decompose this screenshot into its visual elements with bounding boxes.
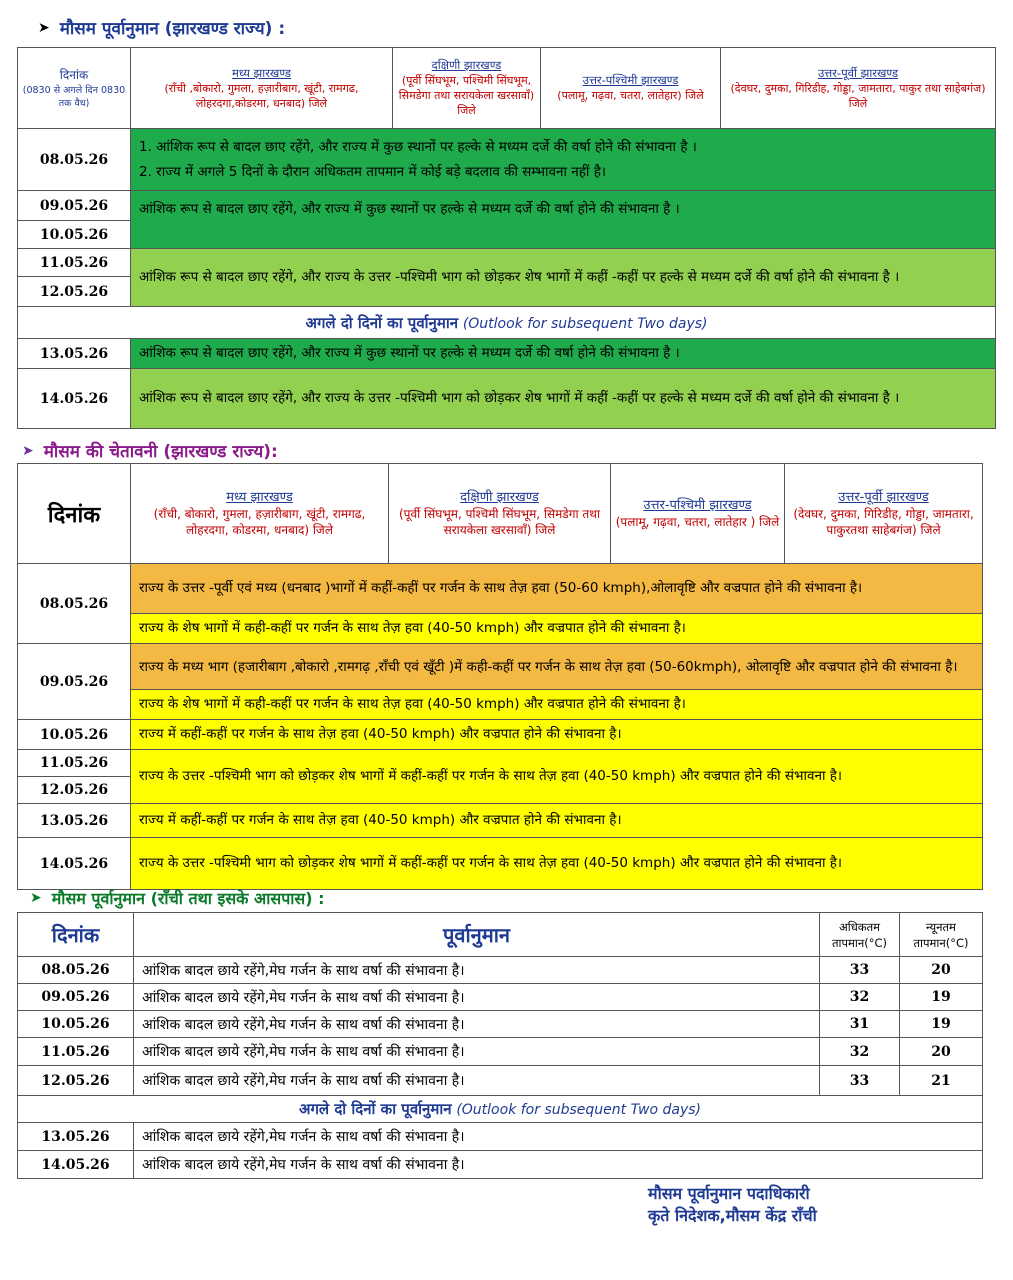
max-temp-cell: 31 — [820, 1011, 900, 1038]
region-title: मध्य झारखण्ड — [226, 489, 293, 505]
region-districts: (पूर्वी सिंघभूम, पश्चिमी सिंघभूम, सिमडेगा तथा सरायकेला खरसावाँ) जिले — [398, 74, 535, 117]
warning-cell: राज्य के मध्य भाग (हजारीबाग ,बोकारो ,रामगढ़ ,राँची एवं खूँटी )में कही-कहीं पर गर्जन के साथ तेज़ हवा (50-60kmph), ओलावृष्टि और वज्रपात होने की संभावना है। — [131, 644, 983, 690]
region-header — [541, 48, 721, 129]
forecast-line: 2. राज्य में अगले 5 दिनों के दौरान अधिकतम तापमान में कोई बड़े बदलाव की सम्भावना नहीं है। — [139, 163, 606, 180]
date-cell: 13.05.26 — [18, 1123, 134, 1151]
section-title: मौसम की चेतावनी (झारखण्ड राज्य): — [43, 442, 278, 462]
region-title: मध्य झारखण्ड — [232, 65, 291, 80]
min-temp-cell: 19 — [900, 984, 983, 1011]
table-row — [18, 249, 996, 277]
region-districts: (राँची ,बोकारो, गुमला, हज़ारीबाग, खूंटी, रामगढ, लोहरदगा,कोडरमा, धनबाद) जिले — [164, 81, 359, 110]
arrow-icon: ➤ — [38, 19, 50, 36]
date-cell: 11.05.26 — [18, 1038, 134, 1066]
region-title: उत्तर-पूर्वी झारखण्ड — [817, 65, 899, 80]
date-header-cell — [18, 48, 131, 129]
signature-line: मौसम पूर्वानुमान पदाधिकारी — [648, 1184, 810, 1203]
date-cell: 12.05.26 — [18, 1066, 134, 1096]
table-row — [18, 838, 983, 890]
signature-line: कृते निदेशक,मौसम केंद्र राँची — [648, 1206, 817, 1225]
min-temp-cell: 20 — [900, 957, 983, 984]
region-header — [131, 464, 389, 564]
date-header: दिनांक — [18, 464, 131, 564]
region-districts: (देवघर, दुमका, गिरिडीह, गोड्डा, जामतारा, पाकुरतथा साहेबगंज) जिले — [793, 506, 974, 537]
region-header — [389, 464, 611, 564]
region-title: उत्तर-पश्चिमी झारखण्ड — [582, 73, 679, 87]
table-row — [18, 564, 983, 614]
outlook-cell — [18, 1096, 983, 1123]
date-cell: 08.05.26 — [18, 957, 134, 984]
forecast-cell — [131, 129, 996, 191]
table-header-row — [18, 464, 983, 564]
region-districts: (पलामू, गढ़वा, चतरा, लातेहार) जिले — [557, 89, 704, 102]
date-cell: 14.05.26 — [18, 838, 131, 890]
section-warning-title — [22, 439, 278, 462]
ranchi-forecast-table — [17, 912, 983, 1179]
outlook-title: अगले दो दिनों का पूर्वानुमान — [305, 313, 459, 332]
table-row — [18, 644, 983, 690]
region-header — [131, 48, 393, 129]
forecast-line: 1. आंशिक रूप से बादल छाए रहेंगे, और राज्य में कुछ स्थानों पर हल्के से मध्यम दर्जे की वर्षा होने की संभावना है । — [139, 138, 697, 155]
section-title: मौसम पूर्वानुमान (राँची तथा इसके आसपास) : — [51, 889, 325, 908]
table-row — [18, 1151, 983, 1179]
table-row — [18, 957, 983, 984]
max-temp-cell: 33 — [820, 1066, 900, 1096]
table-row — [18, 129, 996, 191]
forecast-cell: आंशिक बादल छाये रहेंगे,मेघ गर्जन के साथ वर्षा की संभावना है। — [134, 1038, 820, 1066]
region-title: उत्तर-पश्चिमी झारखण्ड — [643, 497, 752, 513]
region-title: दक्षिणी झारखण्ड — [460, 489, 539, 505]
date-cell: 09.05.26 — [18, 984, 134, 1011]
table-row — [18, 614, 983, 644]
min-temp-cell: 21 — [900, 1066, 983, 1096]
warning-cell: राज्य के शेष भागों में कही-कहीं पर गर्जन के साथ तेज़ हवा (40-50 kmph) और वज्रपात होने की संभावना है। — [131, 614, 983, 644]
date-cell: 10.05.26 — [18, 1011, 134, 1038]
outlook-row — [18, 307, 996, 339]
forecast-cell: आंशिक बादल छाये रहेंगे,मेघ गर्जन के साथ वर्षा की संभावना है। — [134, 1066, 820, 1096]
warning-cell: राज्य के शेष भागों में कही-कहीं पर गर्जन के साथ तेज़ हवा (40-50 kmph) और वज्रपात होने की संभावना है। — [131, 690, 983, 720]
table-row — [18, 1123, 983, 1151]
region-districts: (पलामू, गढ़वा, चतरा, लातेहार ) जिले — [615, 514, 780, 529]
table-row — [18, 191, 996, 221]
section-ranchi-title — [30, 887, 325, 909]
forecast-cell: आंशिक बादल छाये रहेंगे,मेघ गर्जन के साथ वर्षा की संभावना है। — [134, 1011, 820, 1038]
arrow-icon: ➤ — [22, 442, 34, 459]
table-row — [18, 984, 983, 1011]
date-cell: 13.05.26 — [18, 804, 131, 838]
date-cell: 11.05.26 — [18, 249, 131, 277]
warning-cell: राज्य में कहीं-कहीं पर गर्जन के साथ तेज़ हवा (40-50 kmph) और वज्रपात होने की संभावना है। — [131, 804, 983, 838]
forecast-cell: आंशिक बादल छाये रहेंगे,मेघ गर्जन के साथ वर्षा की संभावना है। — [134, 957, 820, 984]
region-districts: (राँची, बोकारो, गुमला, हज़ारीबाग, खूंटी, रामगढ, लोहरदगा, कोडरमा, धनबाद) जिले — [153, 506, 366, 537]
region-title: दक्षिणी झारखण्ड — [431, 58, 502, 72]
date-cell: 08.05.26 — [18, 564, 131, 644]
region-header — [721, 48, 996, 129]
date-header: दिनांक — [18, 913, 134, 957]
date-cell: 14.05.26 — [18, 369, 131, 429]
table-row — [18, 690, 983, 720]
table-row — [18, 750, 983, 777]
section-forecast-state-title — [38, 16, 285, 39]
table-row — [18, 339, 996, 369]
region-header — [785, 464, 983, 564]
max-temp-cell: 32 — [820, 1038, 900, 1066]
warning-cell: राज्य के उत्तर -पश्चिमी भाग को छोड़कर शेष भागों में कहीं-कहीं पर गर्जन के साथ तेज़ हवा (40-50 kmph) और वज्रपात होने की संभावना है। — [131, 750, 983, 804]
state-forecast-table — [17, 47, 996, 429]
min-temp-cell: 19 — [900, 1011, 983, 1038]
forecast-cell: आंशिक बादल छाये रहेंगे,मेघ गर्जन के साथ वर्षा की संभावना है। — [134, 1123, 983, 1151]
date-cell: 12.05.26 — [18, 777, 131, 804]
outlook-english: (Outlook for subsequent Two days) — [456, 1102, 701, 1118]
warning-cell: राज्य के उत्तर -पूर्वी एवं मध्य (धनबाद )भागों में कहीं-कहीं पर गर्जन के साथ तेज़ हवा (50-60 kmph),ओलावृष्टि और वज्रपात होने की संभावना है। — [131, 564, 983, 614]
table-row — [18, 1038, 983, 1066]
date-cell: 10.05.26 — [18, 221, 131, 249]
region-districts: (पूर्वी सिंघभूम, पश्चिमी सिंघभूम, सिमडेगा तथा सरायकेला खरसावाँ) जिले — [398, 506, 601, 537]
table-header-row — [18, 48, 996, 129]
outlook-cell — [18, 307, 996, 339]
max-temp-cell: 33 — [820, 957, 900, 984]
table-row — [18, 1011, 983, 1038]
outlook-row — [18, 1096, 983, 1123]
forecast-cell: आंशिक रूप से बादल छाए रहेंगे, और राज्य में कुछ स्थानों पर हल्के से मध्यम दर्जे की वर्षा होने की संभावना है । — [131, 339, 996, 369]
region-header — [611, 464, 785, 564]
validity-note: (0830 से अगले दिन 0830 तक वैध) — [22, 85, 126, 109]
forecast-cell: आंशिक बादल छाये रहेंगे,मेघ गर्जन के साथ वर्षा की संभावना है। — [134, 984, 820, 1011]
table-row — [18, 369, 996, 429]
region-header — [393, 48, 541, 129]
region-title: उत्तर-पूर्वी झारखण्ड — [838, 489, 929, 505]
forecast-cell: आंशिक रूप से बादल छाए रहेंगे, और राज्य के उत्तर -पश्चिमी भाग को छोड़कर शेष भागों में कहीं -कहीं पर हल्के से मध्यम दर्जे की वर्षा होने की संभावना है । — [131, 249, 996, 307]
table-header-row — [18, 913, 983, 957]
min-temp-header: न्यूनतम तापमान(°C) — [900, 913, 983, 957]
warning-cell: राज्य के उत्तर -पश्चिमी भाग को छोड़कर शेष भागों में कहीं-कहीं पर गर्जन के साथ तेज़ हवा (40-50 kmph) और वज्रपात होने की संभावना है। — [131, 838, 983, 890]
arrow-icon: ➤ — [30, 890, 42, 906]
date-header: दिनांक — [59, 68, 89, 82]
date-cell: 11.05.26 — [18, 750, 131, 777]
date-cell: 09.05.26 — [18, 191, 131, 221]
forecast-cell: आंशिक बादल छाये रहेंगे,मेघ गर्जन के साथ वर्षा की संभावना है। — [134, 1151, 983, 1179]
signature-block — [648, 1183, 817, 1227]
date-cell: 14.05.26 — [18, 1151, 134, 1179]
min-temp-cell: 20 — [900, 1038, 983, 1066]
forecast-cell: आंशिक रूप से बादल छाए रहेंगे, और राज्य के उत्तर -पश्चिमी भाग को छोड़कर शेष भागों में कहीं -कहीं पर हल्के से मध्यम दर्जे की वर्षा होने की संभावना है । — [131, 369, 996, 429]
section-title: मौसम पूर्वानुमान (झारखण्ड राज्य) : — [59, 19, 286, 39]
date-cell: 13.05.26 — [18, 339, 131, 369]
region-districts: (देवघर, दुमका, गिरिडीह, गोड्डा, जामतारा, पाकुर तथा साहेबगंज) जिले — [730, 81, 986, 110]
table-row — [18, 720, 983, 750]
forecast-cell: आंशिक रूप से बादल छाए रहेंगे, और राज्य में कुछ स्थानों पर हल्के से मध्यम दर्जे की वर्षा होने की संभावना है । — [131, 191, 996, 249]
outlook-title: अगले दो दिनों का पूर्वानुमान — [299, 1100, 452, 1118]
outlook-english: (Outlook for subsequent Two days) — [462, 315, 708, 332]
date-cell: 10.05.26 — [18, 720, 131, 750]
warning-cell: राज्य में कहीं-कहीं पर गर्जन के साथ तेज़ हवा (40-50 kmph) और वज्रपात होने की संभावना है। — [131, 720, 983, 750]
max-temp-header: अधिकतम तापमान(°C) — [820, 913, 900, 957]
table-row — [18, 804, 983, 838]
table-row — [18, 1066, 983, 1096]
max-temp-cell: 32 — [820, 984, 900, 1011]
date-cell: 12.05.26 — [18, 277, 131, 307]
date-cell: 09.05.26 — [18, 644, 131, 720]
forecast-header: पूर्वानुमान — [134, 913, 820, 957]
warning-table — [17, 463, 983, 890]
date-cell: 08.05.26 — [18, 129, 131, 191]
